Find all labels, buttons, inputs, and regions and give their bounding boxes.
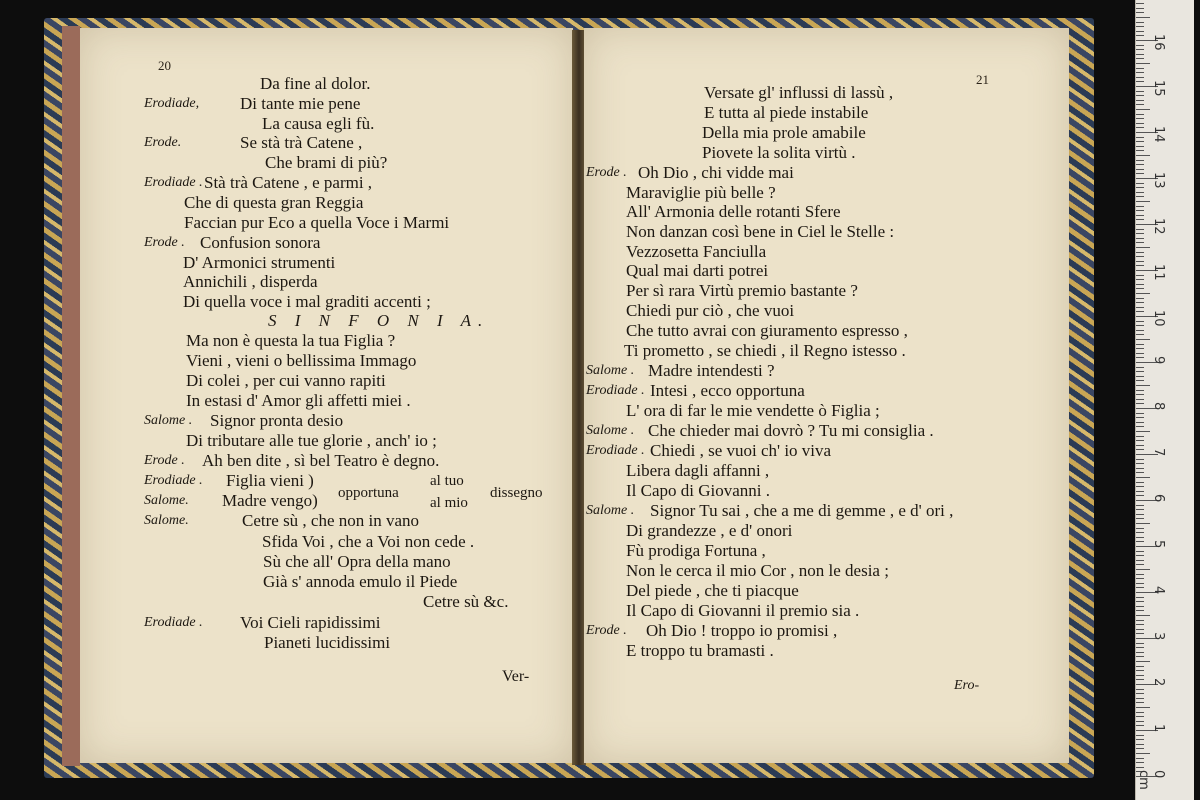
verse-line: Che chieder mai dovrò ? Tu mi consiglia .	[648, 421, 934, 440]
ruler-tick	[1136, 643, 1144, 644]
ruler-tick	[1136, 449, 1144, 450]
verse-line: Di tante mie pene	[240, 94, 361, 113]
verse-line: Signor Tu sai , che a me di gemme , e d' ori ,	[650, 501, 954, 520]
verse-line: Maraviglie più belle ?	[626, 183, 776, 202]
ruler-tick	[1136, 160, 1144, 161]
ruler-tick	[1136, 440, 1144, 441]
verse-line: Che di questa gran Reggia	[184, 193, 364, 212]
speaker-label: Erodiade .	[144, 473, 203, 488]
ruler-tick	[1136, 334, 1144, 335]
speaker-label: Erode .	[586, 165, 627, 180]
verse-line: Libera dagli affanni ,	[626, 461, 770, 480]
ruler-label: 9	[1151, 356, 1166, 365]
ruler-tick	[1136, 716, 1144, 717]
verse-line: Piovete la solita virtù .	[702, 143, 856, 162]
ruler-tick	[1136, 12, 1144, 13]
ruler-label: 4	[1151, 586, 1166, 595]
ruler-tick	[1136, 417, 1144, 418]
ruler-tick	[1136, 491, 1144, 492]
ruler-tick	[1136, 689, 1144, 690]
verse-line: Fù prodiga Fortuna ,	[626, 541, 766, 560]
ruler-tick	[1136, 146, 1144, 147]
ruler-tick	[1136, 652, 1144, 653]
verse-line: Per sì rara Virtù premio bastante ?	[626, 281, 858, 300]
ruler-tick	[1136, 615, 1150, 616]
ruler-tick	[1136, 762, 1144, 763]
verse-line: Di quella voce i mal graditi accenti ;	[183, 292, 431, 311]
verse-line: Il Capo di Giovanni il premio sia .	[626, 601, 860, 620]
ruler-tick	[1136, 137, 1144, 138]
speaker-label: Erodiade,	[144, 96, 200, 111]
ruler-tick	[1136, 707, 1150, 708]
ruler-tick	[1136, 307, 1144, 308]
ruler-tick	[1136, 472, 1144, 473]
verse-line: Chiedi pur ciò , che vuoi	[626, 301, 795, 320]
ruler-tick	[1136, 647, 1144, 648]
verse-line: Già s' annoda emulo il Piede	[263, 572, 458, 591]
verse-line: Non le cerca il mio Cor , non le desia ;	[626, 561, 889, 580]
ruler-label: 15	[1151, 80, 1166, 97]
ruler-tick	[1136, 656, 1144, 657]
ruler-tick	[1136, 22, 1144, 23]
ruler-tick	[1136, 49, 1144, 50]
verse-line: Vieni , vieni o bellissima Immago	[186, 351, 417, 370]
ruler-tick	[1136, 183, 1144, 184]
verse-line: Oh Dio ! troppo io promisi ,	[646, 621, 838, 640]
ruler-tick	[1136, 380, 1144, 381]
ruler-tick	[1136, 261, 1144, 262]
ruler-tick	[1136, 744, 1144, 745]
verse-line: Non danzan così bene in Ciel le Stelle :	[626, 222, 895, 241]
ruler-tick	[1136, 509, 1144, 510]
ruler-tick	[1136, 109, 1150, 110]
ruler-label: 14	[1151, 126, 1166, 143]
ruler-tick	[1136, 390, 1144, 391]
ruler-tick	[1136, 206, 1144, 207]
ruler-tick	[1136, 242, 1144, 243]
verse-line: D' Armonici strumenti	[183, 253, 336, 272]
page-number: 20	[158, 58, 171, 73]
ruler-tick	[1136, 17, 1150, 18]
verse-line: Signor pronta desio	[210, 411, 344, 430]
ruler-tick	[1136, 518, 1144, 519]
ruler-tick	[1136, 284, 1144, 285]
verse-line: Da fine al dolor.	[260, 74, 371, 93]
ruler-tick	[1136, 468, 1144, 469]
ruler-tick	[1136, 551, 1144, 552]
ruler-tick	[1136, 247, 1150, 248]
speaker-label: Salome .	[586, 363, 635, 378]
bracket-word: al tuo	[430, 473, 464, 489]
ruler-tick	[1136, 661, 1150, 662]
verse-line: In estasi d' Amor gli affetti miei .	[186, 391, 411, 410]
verse-line: L' ora di far le mie vendette ò Figlia ;	[626, 401, 880, 420]
ruler-tick	[1136, 426, 1144, 427]
ruler-tick	[1136, 514, 1144, 515]
left-page	[80, 28, 573, 763]
ruler-tick	[1136, 238, 1144, 239]
verse-line: Che tutto avrai con giuramento espresso ,	[626, 321, 908, 340]
ruler-tick	[1136, 537, 1144, 538]
ruler-tick	[1136, 302, 1144, 303]
ruler-tick	[1136, 201, 1150, 202]
ruler-tick	[1136, 463, 1144, 464]
speaker-label: Erodiade .	[586, 443, 645, 458]
ruler-label: 2	[1151, 678, 1166, 687]
ruler-tick	[1136, 606, 1144, 607]
ruler-tick	[1136, 748, 1144, 749]
ruler-tick	[1136, 753, 1150, 754]
verse-line: Che brami di più?	[265, 153, 388, 172]
speaker-label: Erode .	[144, 235, 185, 250]
ruler-tick	[1136, 758, 1144, 759]
ruler-tick	[1136, 620, 1144, 621]
ruler-tick	[1136, 739, 1144, 740]
ruler-tick	[1136, 325, 1144, 326]
ruler-tick	[1136, 486, 1144, 487]
ruler-tick	[1136, 265, 1144, 266]
ruler-label: 16	[1151, 34, 1166, 51]
speaker-label: Salome.	[144, 493, 189, 508]
verse-line: Sfida Voi , che a Voi non cede .	[262, 532, 475, 551]
ruler-label: 10	[1151, 310, 1166, 327]
ruler-label: 3	[1151, 632, 1166, 641]
ruler-tick	[1136, 767, 1144, 768]
ruler-tick	[1136, 459, 1144, 460]
ruler-tick	[1136, 279, 1144, 280]
verse-line: Oh Dio , chi vidde mai	[638, 163, 794, 182]
ruler-tick	[1136, 293, 1150, 294]
speaker-label: Erodiade .	[144, 175, 203, 190]
verse-line: S I N F O N I A.	[268, 311, 490, 330]
ruler-tick	[1136, 505, 1144, 506]
verse-line: La causa egli fù.	[262, 114, 375, 133]
ruler-label: 13	[1151, 172, 1166, 189]
ruler-tick	[1136, 403, 1144, 404]
ruler-tick	[1136, 298, 1144, 299]
ruler-tick	[1136, 344, 1144, 345]
ruler-tick	[1136, 376, 1144, 377]
ruler-tick	[1136, 252, 1144, 253]
ruler-tick	[1136, 725, 1144, 726]
ruler-tick	[1136, 367, 1144, 368]
verse-line: Vezzosetta Fanciulla	[626, 242, 767, 261]
ruler-tick	[1136, 3, 1144, 4]
verse-line: Ah ben dite , sì bel Teatro è degno.	[202, 451, 440, 470]
ruler-tick	[1136, 118, 1144, 119]
ruler-tick	[1136, 477, 1150, 478]
ruler-tick	[1136, 610, 1144, 611]
ruler-label: 7	[1151, 448, 1166, 457]
verse-line: Se stà trà Catene ,	[240, 133, 363, 152]
ruler-tick	[1136, 288, 1144, 289]
verse-line: Di grandezze , e d' onori	[626, 521, 793, 540]
verse-line: Di tributare alle tue glorie , anch' io ;	[186, 431, 437, 450]
verse-line: Stà trà Catene , e parmi ,	[204, 173, 373, 192]
ruler-tick	[1136, 693, 1144, 694]
verse-line: Ma non è questa la tua Figlia ?	[186, 331, 396, 350]
ruler-tick	[1136, 155, 1150, 156]
ruler-tick	[1136, 601, 1144, 602]
verse-line: Chiedi , se vuoi ch' io viva	[650, 441, 832, 460]
ruler-tick	[1136, 127, 1144, 128]
ruler-tick	[1136, 431, 1150, 432]
ruler-tick	[1136, 45, 1144, 46]
ruler-tick	[1136, 357, 1144, 358]
speaker-label: Erode.	[144, 135, 182, 150]
verse-line: Ti prometto , se chiedi , il Regno istesso .	[624, 341, 906, 360]
ruler-tick	[1136, 100, 1144, 101]
ruler-tick	[1136, 114, 1144, 115]
ruler-tick	[1136, 560, 1144, 561]
ruler-tick	[1136, 564, 1144, 565]
verse-line: Di colei , per cui vanno rapiti	[186, 371, 386, 390]
ruler-tick	[1136, 523, 1150, 524]
ruler-tick	[1136, 569, 1150, 570]
verse-line: Del piede , che ti piacque	[626, 581, 799, 600]
verse-line: Versate gl' influssi di lassù ,	[704, 83, 894, 102]
ruler-tick	[1136, 104, 1144, 105]
speaker-label: Salome .	[586, 423, 635, 438]
ruler-tick	[1136, 495, 1144, 496]
ruler-tick	[1136, 735, 1144, 736]
ruler-tick	[1136, 330, 1144, 331]
ruler-tick	[1136, 192, 1144, 193]
ruler-tick	[1136, 229, 1144, 230]
verse-line: All' Armonia delle rotanti Sfere	[626, 202, 841, 221]
ruler-tick	[1136, 555, 1144, 556]
ruler-tick	[1136, 624, 1144, 625]
ruler-label: 12	[1151, 218, 1166, 235]
speaker-label: Salome.	[144, 513, 189, 528]
ruler-tick	[1136, 58, 1144, 59]
ruler-tick	[1136, 63, 1150, 64]
ruler-tick	[1136, 413, 1144, 414]
ruler-tick	[1136, 712, 1144, 713]
ruler-tick	[1136, 169, 1144, 170]
ruler-tick	[1136, 348, 1144, 349]
ruler-tick	[1136, 233, 1144, 234]
ruler-tick	[1136, 123, 1144, 124]
ruler-tick	[1136, 321, 1144, 322]
verse-line: Pianeti lucidissimi	[264, 633, 391, 652]
catchword: Ver-	[502, 668, 530, 685]
ruler-tick	[1136, 702, 1144, 703]
ruler-tick	[1136, 72, 1144, 73]
speaker-label: Erode .	[586, 623, 627, 638]
verse-line: Faccian pur Eco a quella Voce i Marmi	[184, 213, 450, 232]
catchword: Ero-	[954, 678, 980, 693]
bracket-word: al mio	[430, 495, 468, 511]
ruler-tick	[1136, 35, 1144, 36]
ruler-label: 0 cm	[1136, 770, 1166, 790]
ruler-tick	[1136, 574, 1144, 575]
ruler-label: 6	[1151, 494, 1166, 503]
speaker-label: Salome .	[144, 413, 193, 428]
ruler-tick	[1136, 8, 1144, 9]
ruler-tick	[1136, 339, 1150, 340]
verse-line: Sù che all' Opra della mano	[263, 552, 451, 571]
ruler-tick	[1136, 91, 1144, 92]
speaker-label: Erodiade .	[144, 615, 203, 630]
ruler-tick	[1136, 670, 1144, 671]
ruler-tick	[1136, 275, 1144, 276]
ruler-tick	[1136, 679, 1144, 680]
ruler-tick	[1136, 196, 1144, 197]
ruler-tick	[1136, 675, 1144, 676]
ruler-label: 1	[1151, 724, 1166, 733]
ruler-tick	[1136, 77, 1144, 78]
ruler-label: 11	[1151, 264, 1166, 281]
ruler-tick	[1136, 26, 1144, 27]
ruler-tick	[1136, 141, 1144, 142]
verse-line: Madre vengo)	[222, 491, 318, 510]
verse-line: Intesi , ecco opportuna	[650, 381, 805, 400]
ruler-tick	[1136, 583, 1144, 584]
ruler-tick	[1136, 210, 1144, 211]
measuring-ruler	[1135, 0, 1194, 800]
ruler-tick	[1136, 95, 1144, 96]
ruler-tick	[1136, 532, 1144, 533]
ruler-tick	[1136, 629, 1144, 630]
verse-line: Il Capo di Giovanni .	[626, 481, 771, 500]
ruler-tick	[1136, 311, 1144, 312]
ruler-tick	[1136, 81, 1144, 82]
ruler-tick	[1136, 666, 1144, 667]
ruler-tick	[1136, 436, 1144, 437]
ruler-tick	[1136, 399, 1144, 400]
ruler-tick	[1136, 422, 1144, 423]
ruler-label: 8	[1151, 402, 1166, 411]
ruler-tick	[1136, 219, 1144, 220]
verse-line: Madre intendesti ?	[648, 361, 775, 380]
ruler-tick	[1136, 394, 1144, 395]
ruler-tick	[1136, 164, 1144, 165]
ruler-tick	[1136, 482, 1144, 483]
verse-line: E troppo tu bramasti .	[626, 641, 774, 660]
page-number: 21	[976, 72, 989, 87]
ruler-tick	[1136, 528, 1144, 529]
book-edge	[62, 26, 80, 766]
verse-line: Cetre sù &c.	[423, 592, 509, 611]
ruler-tick	[1136, 256, 1144, 257]
ruler-tick	[1136, 633, 1144, 634]
verse-line: Cetre sù , che non in vano	[242, 511, 420, 530]
ruler-tick	[1136, 385, 1150, 386]
ruler-tick	[1136, 698, 1144, 699]
ruler-tick	[1136, 541, 1144, 542]
ruler-tick	[1136, 31, 1144, 32]
ruler-tick	[1136, 578, 1144, 579]
verse-line: Della mia prole amabile	[702, 123, 866, 142]
ruler-tick	[1136, 173, 1144, 174]
ruler-tick	[1136, 597, 1144, 598]
ruler-tick	[1136, 721, 1144, 722]
speaker-label: Erodiade .	[586, 383, 645, 398]
bracket-word: dissegno	[490, 485, 543, 501]
ruler-tick	[1136, 68, 1144, 69]
verse-line: Figlia vieni )	[226, 471, 314, 490]
ruler-tick	[1136, 445, 1144, 446]
verse-line: E tutta al piede instabile	[704, 103, 869, 122]
right-page	[584, 28, 1069, 763]
ruler-tick	[1136, 150, 1144, 151]
verse-line: Qual mai darti potrei	[626, 261, 769, 280]
ruler-tick	[1136, 54, 1144, 55]
verse-line: Annichili , disperda	[183, 272, 318, 291]
ruler-tick	[1136, 371, 1144, 372]
ruler-label: 5	[1151, 540, 1166, 549]
ruler-tick	[1136, 353, 1144, 354]
verse-line: Confusion sonora	[200, 233, 321, 252]
ruler-tick	[1136, 187, 1144, 188]
ruler-tick	[1136, 215, 1144, 216]
bracket-word: opportuna	[338, 485, 399, 501]
verse-line: Voi Cieli rapidissimi	[240, 613, 381, 632]
speaker-label: Erode .	[144, 453, 185, 468]
ruler-tick	[1136, 587, 1144, 588]
speaker-label: Salome .	[586, 503, 635, 518]
